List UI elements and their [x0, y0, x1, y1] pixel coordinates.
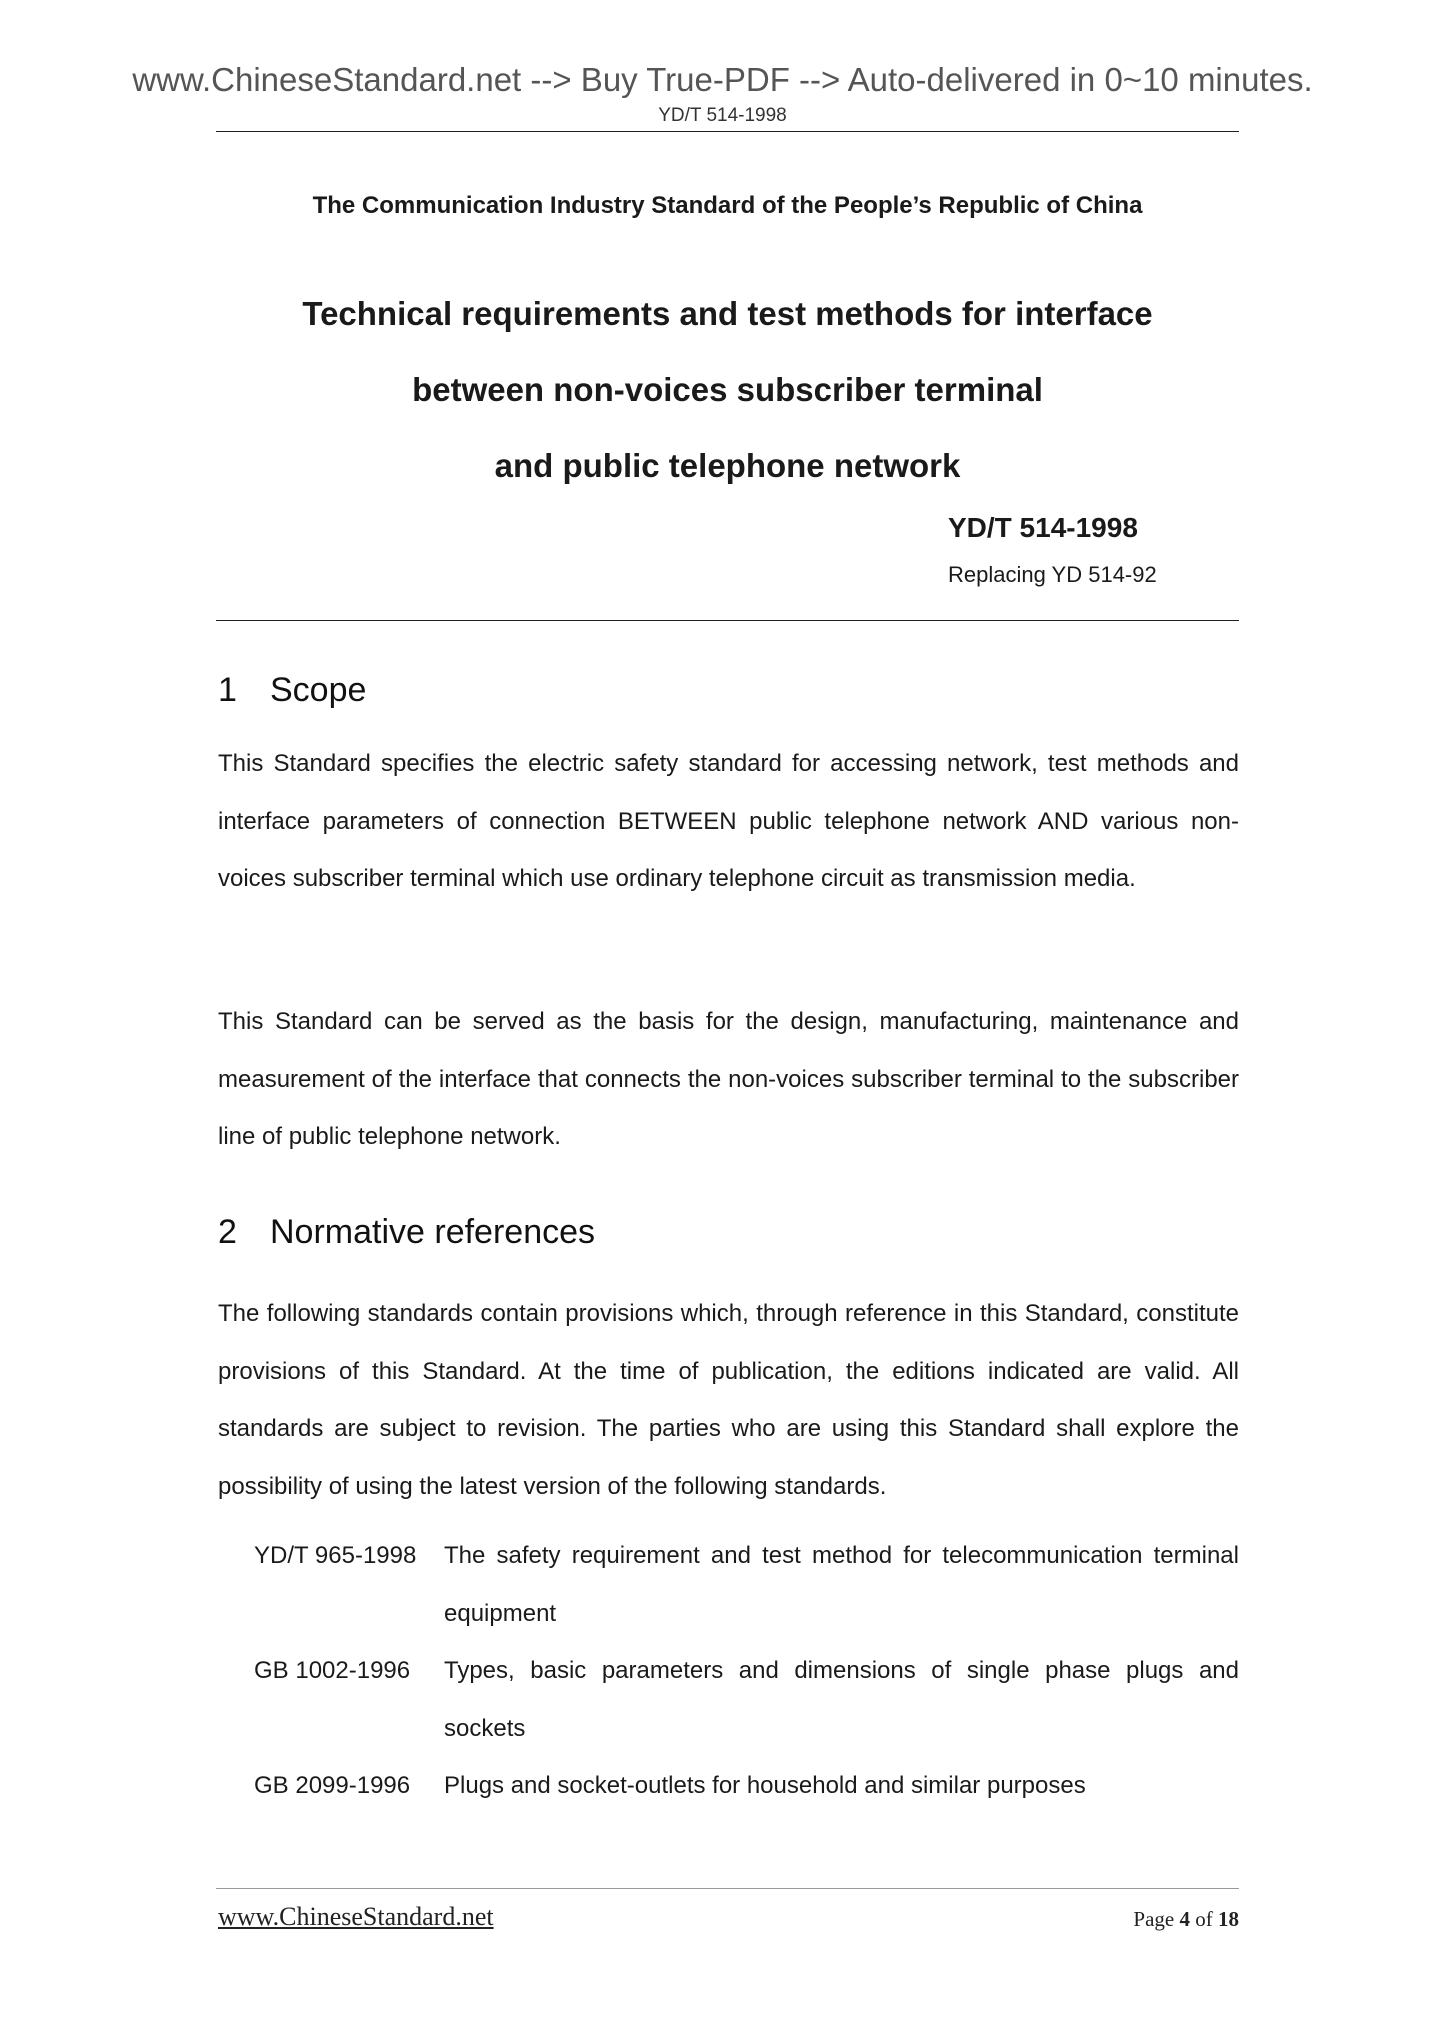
standard-number: YD/T 514-1998	[948, 512, 1138, 543]
document-title-line: and public telephone network	[494, 447, 961, 484]
title-divider	[216, 620, 1239, 621]
scope-paragraph: This Standard can be served as the basis for the design, manufacturing, maintenance and measurement of the interface that connects the non-voices subscriber terminal to the subscriber line of public telephone network.	[218, 1008, 1239, 1150]
section-heading-scope	[218, 668, 366, 712]
reference-code: GB 2099-1996	[254, 1772, 411, 1799]
reference-title: Types, basic parameters and dimensions of single phase plugs and sockets	[444, 1657, 1239, 1742]
page-label: Page	[1133, 1907, 1175, 1931]
replaced-standard: Replacing YD 514-92	[948, 562, 1157, 587]
running-header-standard-number: YD/T 514-1998	[658, 105, 787, 126]
references-intro-paragraph: The following standards contain provisions which, through reference in this Standard, constitute provisions of this Standard. At the time of publication, the editions indicated are valid. All standards are subject to revision. The parties who are using this Standard shall explore the possibility of using the latest version of the following standards.	[218, 1300, 1239, 1500]
page-of-label: of	[1195, 1907, 1213, 1931]
section-heading-normative-references	[218, 1210, 595, 1254]
footer-website-link[interactable]: www.ChineseStandard.net	[218, 1902, 494, 1931]
reference-item	[254, 1757, 1239, 1815]
reference-code: YD/T 965-1998	[254, 1542, 417, 1569]
issuing-body: The Communication Industry Standard of the People’s Republic of China	[312, 192, 1143, 219]
document-title	[216, 286, 1239, 514]
reference-title: Plugs and socket-outlets for household and similar purposes	[444, 1772, 1086, 1799]
section-number: 2	[218, 1213, 237, 1251]
reference-item	[254, 1642, 1239, 1757]
reference-code: GB 1002-1996	[254, 1657, 411, 1684]
page-number	[1133, 1904, 1239, 1934]
document-title-line: between non-voices subscriber terminal	[412, 371, 1043, 408]
purchase-banner[interactable]: www.ChineseStandard.net --> Buy True-PDF --> Auto-delivered in 0~10 minutes.	[132, 61, 1313, 98]
section-title: Scope	[270, 671, 367, 709]
section-title: Normative references	[270, 1213, 596, 1251]
reference-title: The safety requirement and test method for telecommunication terminal equipment	[444, 1542, 1239, 1627]
scope-paragraph: This Standard specifies the electric safety standard for accessing network, test methods and interface parameters of connection BETWEEN public telephone network AND various non-voices subscriber terminal which use ordinary telephone circuit as transmission media.	[218, 750, 1239, 892]
reference-item	[254, 1527, 1239, 1642]
reference-list	[254, 1527, 1239, 1815]
document-title-line: Technical requirements and test methods for interface	[302, 295, 1153, 332]
current-page: 4	[1179, 1907, 1190, 1931]
section-number: 1	[218, 671, 237, 709]
header-divider	[216, 131, 1239, 132]
footer-divider	[216, 1888, 1239, 1889]
total-pages: 18	[1218, 1907, 1239, 1931]
